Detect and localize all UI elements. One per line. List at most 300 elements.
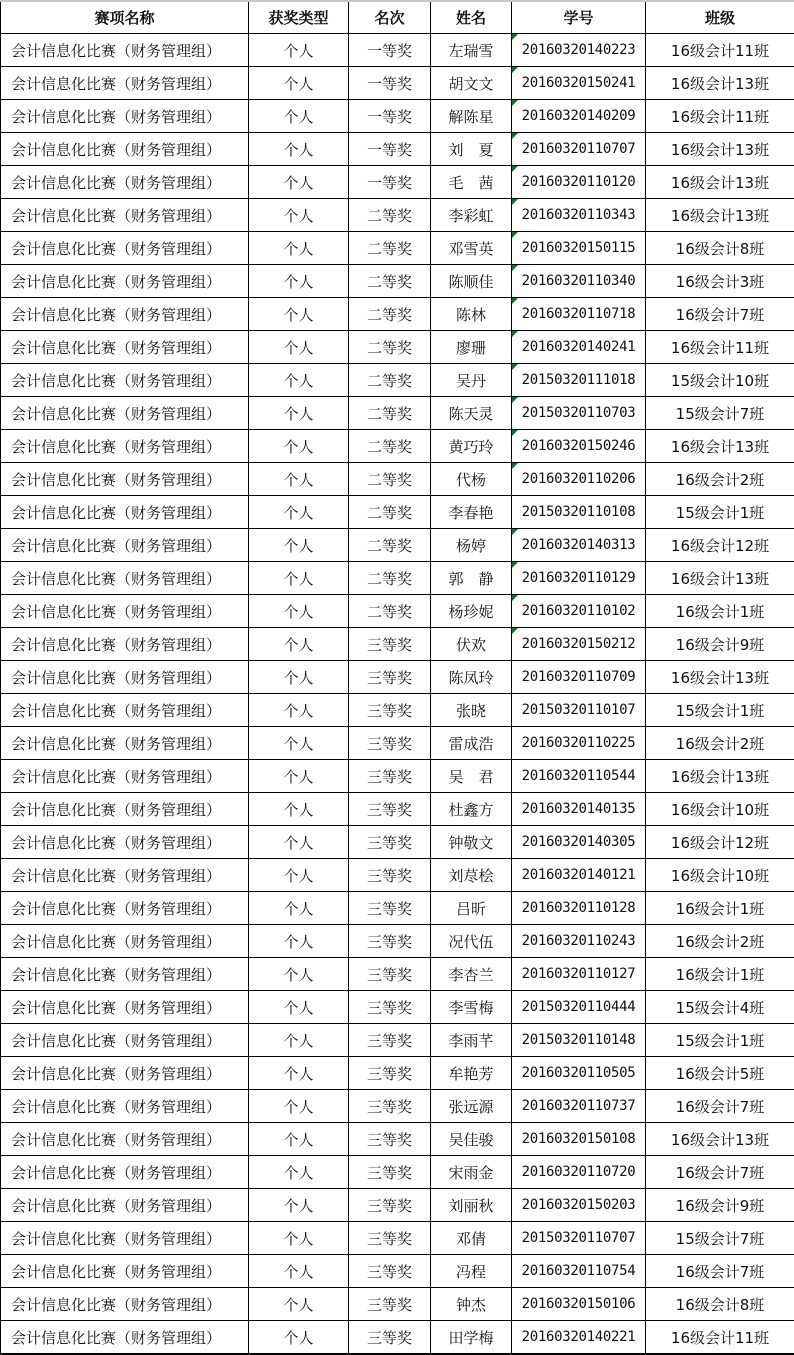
event-cell[interactable] [1,496,249,529]
header-class[interactable]: 班级 [646,1,794,34]
rank-cell[interactable] [349,100,431,133]
rank-cell[interactable] [349,595,431,628]
event-cell[interactable] [1,1156,249,1189]
student-id-cell[interactable] [512,859,646,892]
class-cell[interactable] [646,166,794,199]
student-id-cell[interactable] [512,166,646,199]
table-row [1,1288,794,1321]
event-cell[interactable] [1,826,249,859]
table-row [1,760,794,793]
award-type-cell[interactable] [249,166,349,199]
student-id-cell-text: 20160320110102 [522,603,636,619]
student-id-cell[interactable] [512,265,646,298]
rank-cell[interactable] [349,298,431,331]
class-cell-text: 15级会计1班 [676,702,765,720]
rank-cell[interactable] [349,430,431,463]
event-cell-text: 会计信息化比赛（财务管理组） [11,570,221,588]
name-cell[interactable] [431,826,512,859]
name-cell[interactable] [431,1123,512,1156]
rank-cell[interactable] [349,892,431,925]
table-row [1,397,794,430]
student-id-cell[interactable] [512,793,646,826]
event-cell[interactable] [1,34,249,67]
event-cell[interactable] [1,661,249,694]
class-cell[interactable] [646,34,794,67]
name-cell[interactable] [431,595,512,628]
name-cell[interactable] [431,133,512,166]
award-type-cell-text: 个人 [283,207,313,225]
header-student-id[interactable]: 学号 [512,1,646,34]
event-cell[interactable] [1,1123,249,1156]
class-cell[interactable] [646,1156,794,1189]
event-cell[interactable] [1,1321,249,1355]
award-type-cell-text: 个人 [283,537,313,555]
award-type-cell[interactable] [249,826,349,859]
student-id-cell[interactable] [512,463,646,496]
award-type-cell[interactable] [249,1321,349,1355]
award-type-cell[interactable] [249,793,349,826]
award-type-cell[interactable] [249,1057,349,1090]
event-cell[interactable] [1,1189,249,1222]
student-id-cell[interactable] [512,595,646,628]
class-cell[interactable] [646,67,794,100]
table-row [1,67,794,100]
student-id-cell[interactable] [512,1024,646,1057]
student-id-cell-text: 20160320140223 [522,42,636,58]
table-row [1,892,794,925]
rank-cell[interactable] [349,958,431,991]
event-cell[interactable] [1,958,249,991]
class-cell[interactable] [646,1057,794,1090]
award-type-cell-text: 个人 [283,273,313,291]
event-cell[interactable] [1,925,249,958]
rank-cell[interactable] [349,34,431,67]
name-cell[interactable] [431,1057,512,1090]
class-cell[interactable] [646,892,794,925]
class-cell[interactable] [646,298,794,331]
student-id-cell[interactable] [512,232,646,265]
event-cell[interactable] [1,265,249,298]
student-id-cell[interactable] [512,34,646,67]
rank-cell[interactable] [349,496,431,529]
student-id-cell[interactable] [512,661,646,694]
award-type-cell[interactable] [249,595,349,628]
class-cell[interactable] [646,1189,794,1222]
rank-cell[interactable] [349,1321,431,1355]
name-cell[interactable] [431,1255,512,1288]
student-id-cell[interactable] [512,298,646,331]
class-cell[interactable] [646,364,794,397]
rank-cell[interactable] [349,1123,431,1156]
event-cell[interactable] [1,1288,249,1321]
class-cell[interactable] [646,562,794,595]
student-id-cell[interactable] [512,1123,646,1156]
rank-cell[interactable] [349,727,431,760]
award-type-cell[interactable] [249,100,349,133]
class-cell[interactable] [646,859,794,892]
name-cell[interactable] [431,232,512,265]
rank-cell[interactable] [349,1024,431,1057]
class-cell[interactable] [646,496,794,529]
class-cell[interactable] [646,430,794,463]
name-cell-text: 李雨芊 [448,1032,493,1050]
award-type-cell[interactable] [249,199,349,232]
student-id-cell[interactable] [512,1057,646,1090]
rank-cell[interactable] [349,1156,431,1189]
name-cell[interactable] [431,34,512,67]
table-row [1,958,794,991]
award-type-cell-text: 个人 [283,669,313,687]
event-cell[interactable] [1,760,249,793]
award-type-cell[interactable] [249,1189,349,1222]
name-cell[interactable] [431,265,512,298]
class-cell[interactable] [646,958,794,991]
event-cell[interactable] [1,364,249,397]
name-cell[interactable] [431,1321,512,1355]
class-cell[interactable] [646,397,794,430]
event-cell[interactable] [1,331,249,364]
event-cell[interactable] [1,430,249,463]
student-id-cell[interactable] [512,628,646,661]
event-cell[interactable] [1,100,249,133]
award-type-cell-text: 个人 [283,1197,313,1215]
student-id-cell[interactable] [512,1156,646,1189]
award-type-cell[interactable] [249,727,349,760]
event-cell[interactable] [1,793,249,826]
class-cell[interactable] [646,727,794,760]
award-type-cell[interactable] [249,859,349,892]
text-number-warning-icon [512,595,518,601]
class-cell[interactable] [646,1123,794,1156]
name-cell[interactable] [431,496,512,529]
award-type-cell[interactable] [249,628,349,661]
event-cell[interactable] [1,529,249,562]
name-cell[interactable] [431,430,512,463]
name-cell[interactable] [431,166,512,199]
rank-cell[interactable] [349,1189,431,1222]
class-cell[interactable] [646,595,794,628]
class-cell[interactable] [646,1288,794,1321]
student-id-cell[interactable] [512,1222,646,1255]
rank-cell[interactable] [349,232,431,265]
name-cell[interactable] [431,67,512,100]
award-type-cell[interactable] [249,1156,349,1189]
student-id-cell[interactable] [512,694,646,727]
award-type-cell[interactable] [249,1288,349,1321]
name-cell[interactable] [431,991,512,1024]
event-cell[interactable] [1,628,249,661]
award-type-cell[interactable] [249,232,349,265]
name-cell[interactable] [431,958,512,991]
student-id-cell[interactable] [512,1090,646,1123]
event-cell[interactable] [1,892,249,925]
event-cell[interactable] [1,199,249,232]
name-cell-text: 钟敬文 [448,834,493,852]
rank-cell[interactable] [349,67,431,100]
rank-cell[interactable] [349,826,431,859]
award-type-cell[interactable] [249,34,349,67]
student-id-cell-text: 20160320140305 [522,834,636,850]
name-cell[interactable] [431,628,512,661]
name-cell[interactable] [431,1288,512,1321]
event-cell[interactable] [1,595,249,628]
rank-cell-text: 三等奖 [367,1329,412,1347]
rank-cell[interactable] [349,133,431,166]
student-id-cell-text: 20160320140221 [522,1329,636,1345]
award-type-cell[interactable] [249,298,349,331]
class-cell[interactable] [646,100,794,133]
table-row [1,1057,794,1090]
rank-cell[interactable] [349,397,431,430]
header-rank[interactable]: 名次 [349,1,431,34]
class-cell[interactable] [646,925,794,958]
rank-cell-text: 三等奖 [367,768,412,786]
rank-cell[interactable] [349,562,431,595]
text-number-warning-icon [512,364,518,370]
class-cell-text: 15级会计10班 [671,372,769,390]
award-type-cell[interactable] [249,958,349,991]
class-cell[interactable] [646,826,794,859]
event-cell[interactable] [1,397,249,430]
class-cell[interactable] [646,265,794,298]
event-cell[interactable] [1,1024,249,1057]
class-cell-text: 16级会计13班 [671,75,769,93]
award-type-cell[interactable] [249,1255,349,1288]
event-cell[interactable] [1,562,249,595]
header-name[interactable]: 姓名 [431,1,512,34]
event-cell[interactable] [1,727,249,760]
rank-cell-text: 三等奖 [367,1230,412,1248]
student-id-cell[interactable] [512,496,646,529]
award-type-cell[interactable] [249,397,349,430]
name-cell[interactable] [431,199,512,232]
award-type-cell[interactable] [249,67,349,100]
student-id-cell[interactable] [512,133,646,166]
header-event[interactable]: 赛项名称 [1,1,249,34]
student-id-cell-text: 20160320110225 [522,735,636,751]
award-type-cell[interactable] [249,661,349,694]
class-cell[interactable] [646,199,794,232]
rank-cell[interactable] [349,1288,431,1321]
rank-cell[interactable] [349,628,431,661]
rank-cell[interactable] [349,166,431,199]
class-cell[interactable] [646,1090,794,1123]
class-cell-text: 16级会计2班 [676,471,765,489]
student-id-cell[interactable] [512,430,646,463]
student-id-cell-text: 20160320110340 [522,273,636,289]
award-type-cell[interactable] [249,1090,349,1123]
rank-cell-text: 三等奖 [367,966,412,984]
award-type-cell[interactable] [249,892,349,925]
student-id-cell[interactable] [512,1255,646,1288]
rank-cell[interactable] [349,199,431,232]
event-cell[interactable] [1,991,249,1024]
award-type-cell[interactable] [249,265,349,298]
event-cell[interactable] [1,166,249,199]
rank-cell[interactable] [349,859,431,892]
award-type-cell-text: 个人 [283,405,313,423]
rank-cell[interactable] [349,793,431,826]
header-award-type[interactable]: 获奖类型 [249,1,349,34]
student-id-cell[interactable] [512,199,646,232]
name-cell[interactable] [431,694,512,727]
rank-cell[interactable] [349,265,431,298]
award-type-cell[interactable] [249,760,349,793]
event-cell[interactable] [1,1090,249,1123]
event-cell-text: 会计信息化比赛（财务管理组） [11,75,221,93]
event-cell[interactable] [1,67,249,100]
student-id-cell[interactable] [512,760,646,793]
rank-cell[interactable] [349,1057,431,1090]
student-id-cell-text: 20160320150212 [522,636,636,652]
event-cell[interactable] [1,1222,249,1255]
event-cell[interactable] [1,133,249,166]
class-cell[interactable] [646,628,794,661]
name-cell[interactable] [431,892,512,925]
student-id-cell[interactable] [512,562,646,595]
name-cell[interactable] [431,760,512,793]
name-cell-text: 代杨 [456,471,486,489]
award-type-cell[interactable] [249,529,349,562]
class-cell[interactable] [646,529,794,562]
award-type-cell[interactable] [249,133,349,166]
award-type-cell[interactable] [249,1123,349,1156]
name-cell[interactable] [431,1024,512,1057]
student-id-cell[interactable] [512,892,646,925]
award-type-cell[interactable] [249,331,349,364]
class-cell[interactable] [646,463,794,496]
name-cell[interactable] [431,925,512,958]
class-cell[interactable] [646,1321,794,1355]
name-cell[interactable] [431,100,512,133]
event-cell[interactable] [1,232,249,265]
name-cell[interactable] [431,661,512,694]
table-row [1,628,794,661]
award-type-cell[interactable] [249,991,349,1024]
student-id-cell-text: 20160320140209 [522,108,636,124]
award-type-cell-text: 个人 [283,1131,313,1149]
student-id-cell[interactable] [512,958,646,991]
event-cell-text: 会计信息化比赛（财务管理组） [11,603,221,621]
name-cell[interactable] [431,397,512,430]
student-id-cell[interactable] [512,529,646,562]
event-cell[interactable] [1,298,249,331]
award-type-cell[interactable] [249,562,349,595]
name-cell[interactable] [431,859,512,892]
name-cell[interactable] [431,1222,512,1255]
name-cell[interactable] [431,364,512,397]
award-type-cell[interactable] [249,1222,349,1255]
name-cell[interactable] [431,1156,512,1189]
name-cell[interactable] [431,1090,512,1123]
name-cell[interactable] [431,793,512,826]
rank-cell[interactable] [349,364,431,397]
class-cell[interactable] [646,760,794,793]
class-cell-text: 16级会计13班 [671,174,769,192]
student-id-cell[interactable] [512,1321,646,1355]
class-cell[interactable] [646,991,794,1024]
name-cell-text: 黄巧玲 [448,438,493,456]
student-id-cell[interactable] [512,331,646,364]
award-type-cell[interactable] [249,364,349,397]
event-cell[interactable] [1,859,249,892]
student-id-cell-text: 20160320150106 [522,1296,636,1312]
award-type-cell[interactable] [249,1024,349,1057]
student-id-cell[interactable] [512,826,646,859]
rank-cell[interactable] [349,331,431,364]
rank-cell[interactable] [349,661,431,694]
class-cell[interactable] [646,694,794,727]
rank-cell[interactable] [349,925,431,958]
name-cell[interactable] [431,298,512,331]
award-type-cell[interactable] [249,463,349,496]
rank-cell-text: 二等奖 [367,570,412,588]
table-row [1,529,794,562]
name-cell[interactable] [431,562,512,595]
rank-cell[interactable] [349,1222,431,1255]
class-cell[interactable] [646,1222,794,1255]
event-cell[interactable] [1,1057,249,1090]
name-cell[interactable] [431,463,512,496]
award-type-cell[interactable] [249,925,349,958]
student-id-cell[interactable] [512,1189,646,1222]
student-id-cell-text: 20160320150115 [522,240,636,256]
award-type-cell[interactable] [249,430,349,463]
class-cell[interactable] [646,1255,794,1288]
name-cell[interactable] [431,529,512,562]
event-cell[interactable] [1,1255,249,1288]
class-cell[interactable] [646,661,794,694]
table-row [1,133,794,166]
rank-cell[interactable] [349,991,431,1024]
student-id-cell[interactable] [512,1288,646,1321]
rank-cell[interactable] [349,694,431,727]
class-cell[interactable] [646,331,794,364]
student-id-cell[interactable] [512,925,646,958]
name-cell-text: 胡文文 [448,75,493,93]
name-cell[interactable] [431,1189,512,1222]
rank-cell[interactable] [349,1090,431,1123]
table-row [1,1321,794,1355]
rank-cell[interactable] [349,529,431,562]
name-cell[interactable] [431,331,512,364]
student-id-cell[interactable] [512,100,646,133]
class-cell[interactable] [646,133,794,166]
student-id-cell[interactable] [512,397,646,430]
student-id-cell[interactable] [512,67,646,100]
name-cell[interactable] [431,727,512,760]
class-cell[interactable] [646,793,794,826]
name-cell-text: 解陈星 [448,108,493,126]
student-id-cell-text: 20160320110754 [522,1263,636,1279]
award-type-cell[interactable] [249,496,349,529]
award-type-cell-text: 个人 [283,801,313,819]
student-id-cell[interactable] [512,991,646,1024]
class-cell[interactable] [646,232,794,265]
event-cell[interactable] [1,463,249,496]
award-type-cell-text: 个人 [283,438,313,456]
class-cell[interactable] [646,1024,794,1057]
table-row [1,463,794,496]
event-cell-text: 会计信息化比赛（财务管理组） [11,1164,221,1182]
event-cell[interactable] [1,694,249,727]
student-id-cell[interactable] [512,364,646,397]
rank-cell[interactable] [349,1255,431,1288]
rank-cell[interactable] [349,463,431,496]
student-id-cell[interactable] [512,727,646,760]
rank-cell[interactable] [349,760,431,793]
award-type-cell[interactable] [249,694,349,727]
